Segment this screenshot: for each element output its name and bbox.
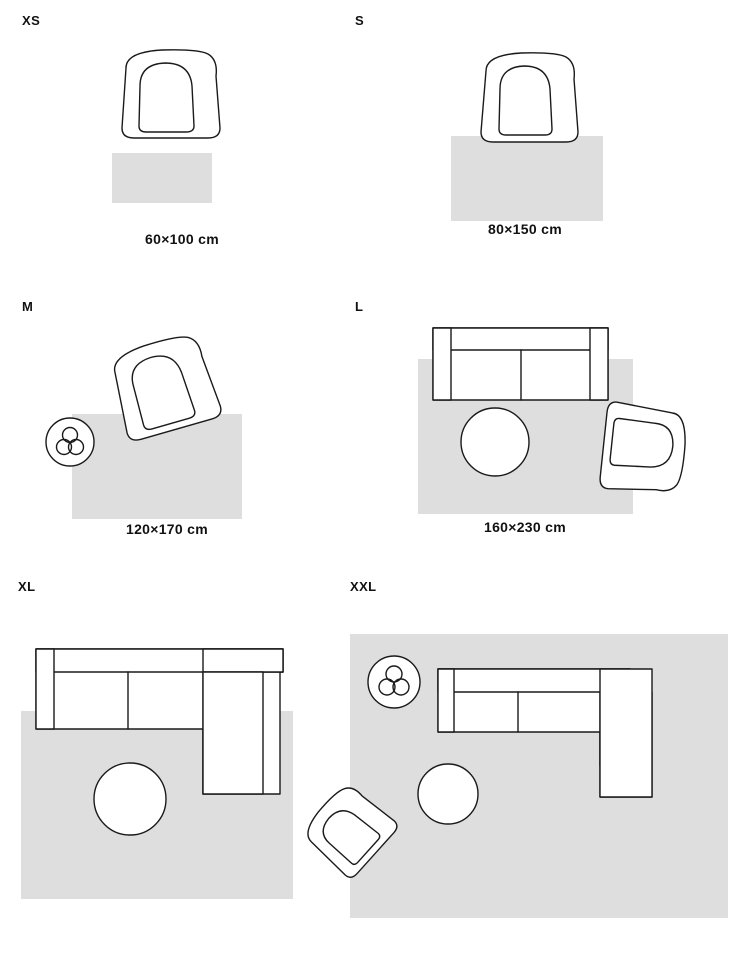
size-label-l: L: [355, 299, 364, 314]
diagram-svg-xl: [18, 594, 338, 894]
diagram-svg-l: [355, 314, 695, 529]
diagram-svg-xs: [22, 28, 342, 223]
armchair-xs: [122, 50, 220, 138]
diagram-m: [22, 314, 342, 529]
diagram-svg-s: [355, 28, 695, 223]
size-cell-s: [355, 14, 695, 237]
rug-shape-xs: [112, 153, 212, 203]
dimension-label-m: 120×170 cm: [125, 521, 209, 537]
dimension-label-xs: 60×100 cm: [145, 231, 219, 247]
dimension-label-s: 80×150 cm: [488, 221, 562, 237]
diagram-svg-xxl: [350, 594, 722, 914]
size-label-xl: XL: [18, 579, 36, 594]
diagram-xs: [22, 28, 342, 223]
size-label-m: M: [22, 299, 34, 314]
plant-table-xxl: [368, 656, 420, 708]
size-cell-xs: [22, 14, 342, 247]
diagram-xl: [18, 594, 338, 894]
diagram-xxl: [350, 594, 722, 914]
size-label-xs: XS: [22, 13, 41, 28]
diagram-s: [355, 28, 695, 223]
round-coffee-table-l: [461, 408, 529, 476]
sofa-l: [433, 328, 608, 400]
size-cell-xl: [18, 580, 338, 888]
size-cell-m: [22, 300, 342, 537]
round-coffee-table-xl: [94, 763, 166, 835]
size-label-s: S: [355, 13, 365, 28]
size-cell-l: [355, 300, 695, 535]
dimension-label-l: 160×230 cm: [483, 519, 567, 535]
diagram-l: [355, 314, 695, 529]
armchair-s: [481, 53, 578, 142]
rug-shape-s: [451, 136, 603, 221]
side-table-plant-m: [46, 418, 94, 466]
diagram-svg-m: [22, 314, 342, 529]
size-cell-xxl: [350, 580, 722, 920]
armchair-l: [599, 401, 689, 496]
round-coffee-table-xxl: [418, 764, 478, 824]
size-label-xxl: XXL: [350, 579, 377, 594]
